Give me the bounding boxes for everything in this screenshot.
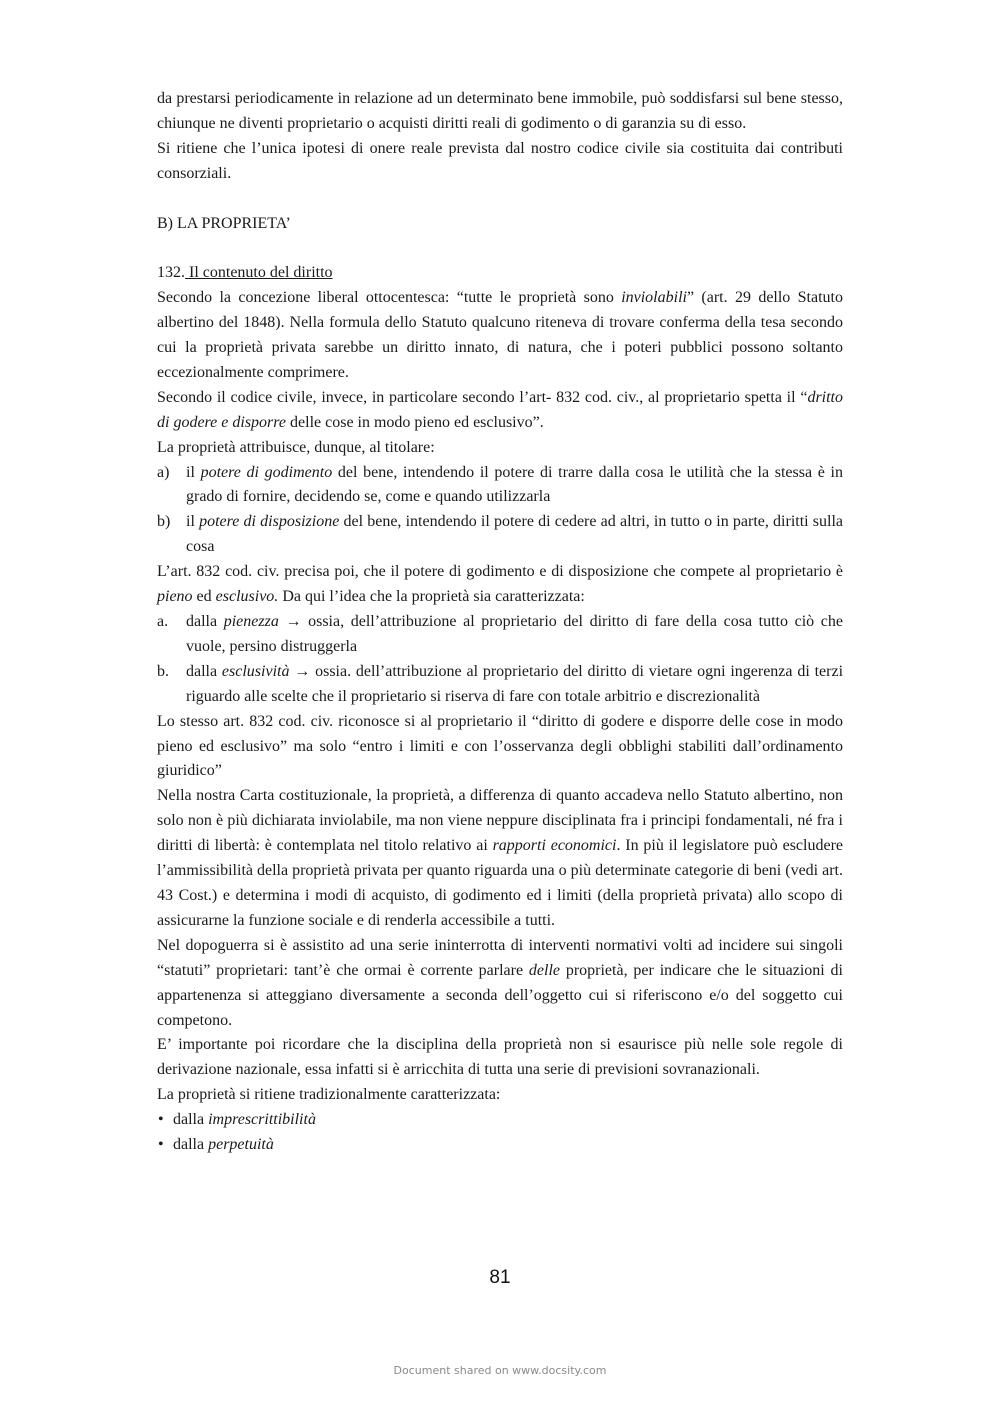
footer-note: Document shared on www.docsity.com <box>393 1364 607 1377</box>
paragraph <box>157 934 843 1034</box>
text-run: Da qui l’idea che la proprietà sia caratterizzata: <box>278 588 585 606</box>
text-run: del bene, intendendo il potere di trarre dalla cosa le utilità che la stessa è in grado di fornire, decidendo se, come e quando utilizzarla <box>186 463 844 506</box>
list-marker: a) <box>157 463 170 481</box>
text-run: dalla <box>173 1136 209 1154</box>
text-run: → ossia, dell’attribuzione al proprietario del diritto di fare della cosa tutto ciò che vuole, persino distruggerla <box>186 613 844 655</box>
list-item <box>157 610 843 660</box>
paragraph <box>157 784 843 933</box>
text-run: ed <box>192 588 216 606</box>
list-item-text <box>186 461 843 511</box>
text-run: proprietà, per indicare che le situazioni di appartenenza si atteggiano diversamente a seconda dell’oggetto cui si riferiscono e/o del soggetto cui competono. <box>157 961 843 1029</box>
paragraph: Si ritiene che l’unica ipotesi di onere reale prevista dal nostro codice civile sia costituita dai contributi consorziali. <box>157 139 843 182</box>
list-item <box>157 660 843 710</box>
paragraph <box>157 560 843 610</box>
spacer <box>157 236 843 261</box>
section-heading: B) LA PROPRIETA’ <box>157 214 291 232</box>
list-marker: b. <box>157 662 169 680</box>
text-run: Secondo il codice civile, invece, in particolare secondo l’art- 832 cod. civ., al proprietario spetta il “ <box>157 388 808 406</box>
paragraph <box>157 286 843 386</box>
subheading <box>157 261 843 286</box>
list-item <box>157 510 843 560</box>
text-run: dalla <box>186 613 224 630</box>
page-number: 81 <box>489 1267 511 1288</box>
italic-run: esclusivo. <box>215 588 279 606</box>
text-run: ” (art. 29 dello Statuto albertino del 1848). Nella formula dello Statuto qualcuno riteneva di trovare conferma della tesa secondo cui la proprietà privata sarebbe un diritto innato, di natura, che i poteri pubblici possono soltanto eccezionalmente comprimere. <box>157 289 843 381</box>
paragraph <box>157 386 843 436</box>
bullet-text <box>173 1133 843 1158</box>
list-item-text <box>186 510 843 560</box>
bullet-item <box>157 1133 843 1158</box>
text-run: delle cose in modo pieno ed esclusivo”. <box>286 413 544 431</box>
italic-run: pienezza <box>223 613 279 630</box>
bullet-marker: • <box>158 1136 164 1154</box>
paragraph: da prestarsi periodicamente in relazione ad un determinato bene immobile, può soddisfarsi sul bene stesso, chiunque ne diventi proprietario o acquisti diritti reali di godimento o di garanzia su di esso. <box>157 90 843 132</box>
italic-run: perpetuità <box>208 1136 274 1154</box>
subheading-number: 132. <box>157 264 185 282</box>
italic-run: pieno <box>157 588 193 606</box>
text-run: del bene, intendendo il potere di cedere ad altri, in tutto o in parte, diritti sulla cosa <box>186 513 844 556</box>
text-run: Nel dopoguerra si è assistito ad una serie ininterrotta di interventi normativi volti ad incidere sui singoli “statuti” proprietari: tant’è che ormai è corrente parlare <box>157 936 843 979</box>
text-run: Secondo la concezione liberal ottocentesca: “tutte le proprietà sono <box>157 289 622 307</box>
italic-run: potere di disposizione <box>199 513 340 531</box>
bullet-item <box>157 1108 843 1133</box>
list-item-text <box>186 660 843 710</box>
list-marker: a. <box>157 613 169 630</box>
text-run: dalla <box>186 662 222 680</box>
paragraph: La proprietà attribuisce, dunque, al titolare: <box>157 438 435 456</box>
text-run: dalla <box>173 1111 209 1129</box>
bullet-marker: • <box>158 1111 164 1129</box>
text-run: . In più il legislatore può escludere l’ammissibilità della proprietà privata per quanto riguarda una o più determinate categorie di beni (vedi art. 43 Cost.) e determina i modi di acquisto, di godimento ed i limiti (della proprietà privata) allo scopo di assicurarne la funzione sociale e di renderla accessibile a tutti. <box>157 837 844 929</box>
paragraph: Lo stesso art. 832 cod. civ. riconosce si al proprietario il “diritto di godere e disporre delle cose in modo pieno ed esclusivo” ma solo “entro i limiti e con l’osservanza degli obblighi stabiliti dall’ordinamento giuridico” <box>157 712 843 780</box>
list-marker: b) <box>157 513 171 531</box>
subheading-title: Il contenuto del diritto <box>185 264 333 282</box>
text-run: Nella nostra Carta costituzionale, la proprietà, a differenza di quanto accadeva nello Statuto albertino, non solo non è più dichiarata inviolabile, ma non viene neppure disciplinata fra i principi fondamentali, né fra i diritti di libertà: è contemplata nel titolo relativo ai <box>157 787 843 855</box>
text-run: il <box>186 513 200 531</box>
italic-run: imprescrittibilità <box>208 1111 316 1129</box>
italic-run: dritto di godere e disporre <box>157 388 843 431</box>
paragraph: E’ importante poi ricordare che la disciplina della proprietà non si esaurisce più nelle sole regole di derivazione nazionale, essa infatti si è arricchita di tutta una serie di previsioni sovranazionali. <box>157 1036 843 1079</box>
italic-run: delle <box>528 961 560 979</box>
text-run: il <box>186 463 201 481</box>
text-run: L’art. 832 cod. civ. precisa poi, che il potere di godimento e di disposizione che compete al proprietario è <box>157 563 843 581</box>
italic-run: esclusività <box>221 662 290 680</box>
document-body <box>157 87 843 1158</box>
list-item-text <box>186 610 843 660</box>
list-item <box>157 461 843 511</box>
spacer <box>157 187 843 212</box>
italic-run: potere di godimento <box>200 463 333 481</box>
text-run: → ossia. dell’attribuzione al proprietario del diritto di vietare ogni ingerenza di terzi riguardo alle scelte che il proprietario si riserva di fare con totale arbitrio e discrezionalità <box>186 662 844 705</box>
paragraph: La proprietà si ritiene tradizionalmente caratterizzata: <box>157 1086 501 1104</box>
italic-run: inviolabili <box>621 289 687 307</box>
bullet-text <box>173 1108 843 1133</box>
italic-run: rapporti economici <box>492 837 617 855</box>
